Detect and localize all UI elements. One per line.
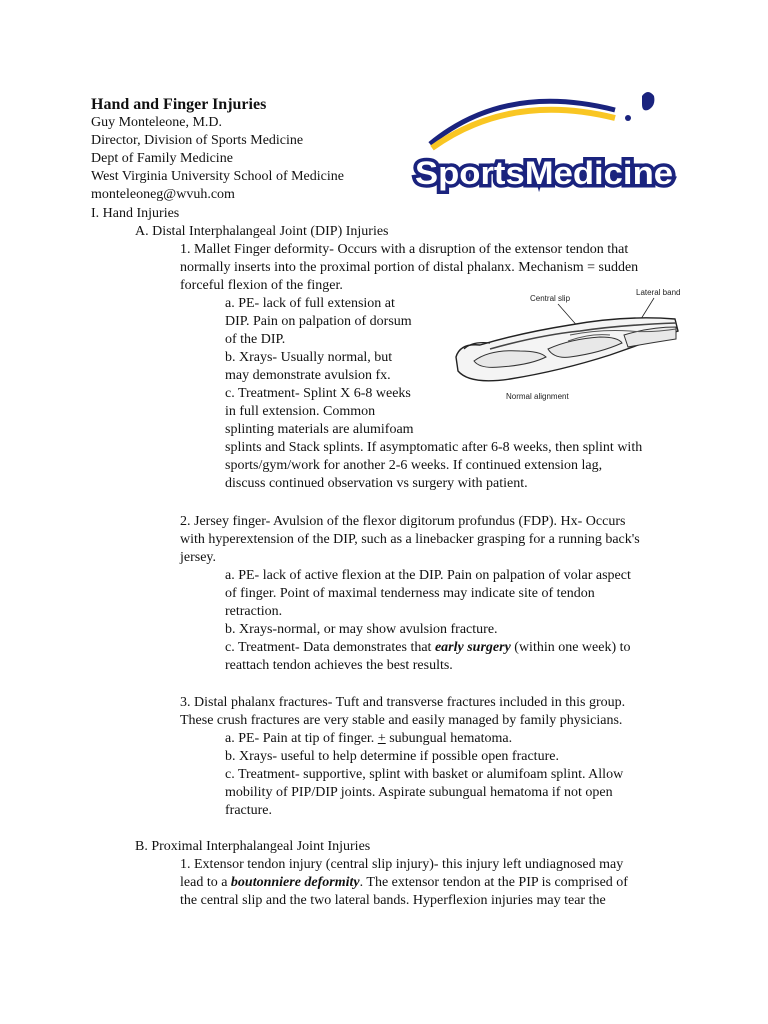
extensor-text-end: . The extensor tendon at the PIP is comprised of <box>359 875 628 890</box>
extensor-line: 1. Extensor tendon injury (central slip injury)- this injury left undiagnosed may <box>180 857 624 872</box>
logo-text: SportsMedicine <box>415 155 673 191</box>
extensor-text: lead to a <box>180 875 231 890</box>
figure-label-central-slip: Central slip <box>530 294 571 303</box>
distal-pe-text: a. PE- Pain at tip of finger. <box>225 731 378 746</box>
distal-fracture-sub-line: c. Treatment- supportive, splint with basket or alumifoam splint. Allow <box>225 767 624 782</box>
mallet-sub-line: c. Treatment- Splint X 6-8 weeks <box>225 386 411 401</box>
author-school: West Virginia University School of Medicine <box>91 169 344 184</box>
logo-arc-gold <box>432 110 615 148</box>
jersey-treatment-text: c. Treatment- Data demonstrates that <box>225 640 435 655</box>
mallet-sub-line: splinting materials are alumifoam <box>225 422 414 437</box>
subsection-heading-pip: B. Proximal Interphalangeal Joint Injuries <box>135 839 371 854</box>
subsection-heading-dip: A. Distal Interphalangeal Joint (DIP) Injuries <box>135 224 389 239</box>
jersey-line: 2. Jersey finger- Avulsion of the flexor digitorum profundus (FDP). Hx- Occurs <box>180 514 626 529</box>
author-department: Dept of Family Medicine <box>91 151 233 166</box>
mallet-line: 1. Mallet Finger deformity- Occurs with a disruption of the extensor tendon that <box>180 242 629 257</box>
section-heading-hand-injuries: I. Hand Injuries <box>91 206 180 221</box>
early-surgery-emphasis: early surgery <box>434 640 511 655</box>
boutonniere-emphasis: boutonniere deformity <box>230 875 360 890</box>
jersey-sub-line: of finger. Point of maximal tenderness may indicate site of tendon <box>225 586 595 601</box>
distal-fracture-sub-line: b. Xrays- useful to help determine if possible open fracture. <box>225 749 559 764</box>
author-name: Guy Monteleone, M.D. <box>91 115 223 130</box>
jersey-sub-line: b. Xrays-normal, or may show avulsion fracture. <box>225 622 498 637</box>
jersey-line: jersey. <box>180 550 217 565</box>
mallet-line: forceful flexion of the finger. <box>180 278 343 293</box>
extensor-line-3: the central slip and the two lateral bands. Hyperflexion injuries may tear the <box>180 893 606 908</box>
extensor-line-2 <box>180 874 628 891</box>
finger-anatomy-figure <box>450 285 690 403</box>
jersey-treatment-text-end: (within one week) to <box>510 640 631 655</box>
distal-fracture-line: 3. Distal phalanx fractures- Tuft and transverse fractures included in this group. <box>180 695 626 710</box>
mallet-sub-line: may demonstrate avulsion fx. <box>225 368 391 383</box>
mallet-line: normally inserts into the proximal portion of distal phalanx. Mechanism = sudden <box>180 260 639 275</box>
figure-label-normal-alignment: Normal alignment <box>506 392 569 401</box>
document-title: Hand and Finger Injuries <box>91 96 267 113</box>
mallet-sub-line: discuss continued observation vs surgery with patient. <box>225 476 528 491</box>
mallet-sub-line: of the DIP. <box>225 332 286 347</box>
jersey-treatment-line <box>225 639 631 656</box>
distal-fracture-sub-line: mobility of PIP/DIP joints. Aspirate subungual hematoma if not open <box>225 785 613 800</box>
distal-fracture-pe-line <box>225 730 512 747</box>
figure-label-lateral-band: Lateral band <box>636 288 681 297</box>
distal-pe-text-end: subungual hematoma. <box>385 731 513 746</box>
author-email: monteleoneg@wvuh.com <box>91 187 235 202</box>
distal-fracture-line: These crush fractures are very stable and easily managed by family physicians. <box>180 713 623 728</box>
jersey-line: with hyperextension of the DIP, such as a linebacker grasping for a running back's <box>180 532 640 547</box>
jersey-sub-line: retraction. <box>225 604 283 619</box>
mallet-sub-line: DIP. Pain on palpation of dorsum <box>225 314 412 329</box>
mallet-sub-line: b. Xrays- Usually normal, but <box>225 350 393 365</box>
logo-figure <box>642 92 654 110</box>
jersey-treatment-line-2: reattach tendon achieves the best results. <box>225 658 453 673</box>
plus-minus-symbol: + <box>377 731 386 746</box>
logo-ball <box>625 115 631 121</box>
mallet-sub-line: sports/gym/work for another 2-6 weeks. If continued extension lag, <box>225 458 603 473</box>
author-role: Director, Division of Sports Medicine <box>91 133 304 148</box>
jersey-sub-line: a. PE- lack of active flexion at the DIP. Pain on palpation of volar aspect <box>225 568 631 583</box>
mallet-sub-line: in full extension. Common <box>225 404 376 419</box>
distal-fracture-sub-line: fracture. <box>225 803 273 818</box>
logo-arc-blue <box>430 101 615 144</box>
sports-medicine-logo <box>410 82 680 202</box>
mallet-sub-line: a. PE- lack of full extension at <box>225 296 395 311</box>
mallet-sub-line: splints and Stack splints. If asymptomatic after 6-8 weeks, then splint with <box>225 440 643 455</box>
